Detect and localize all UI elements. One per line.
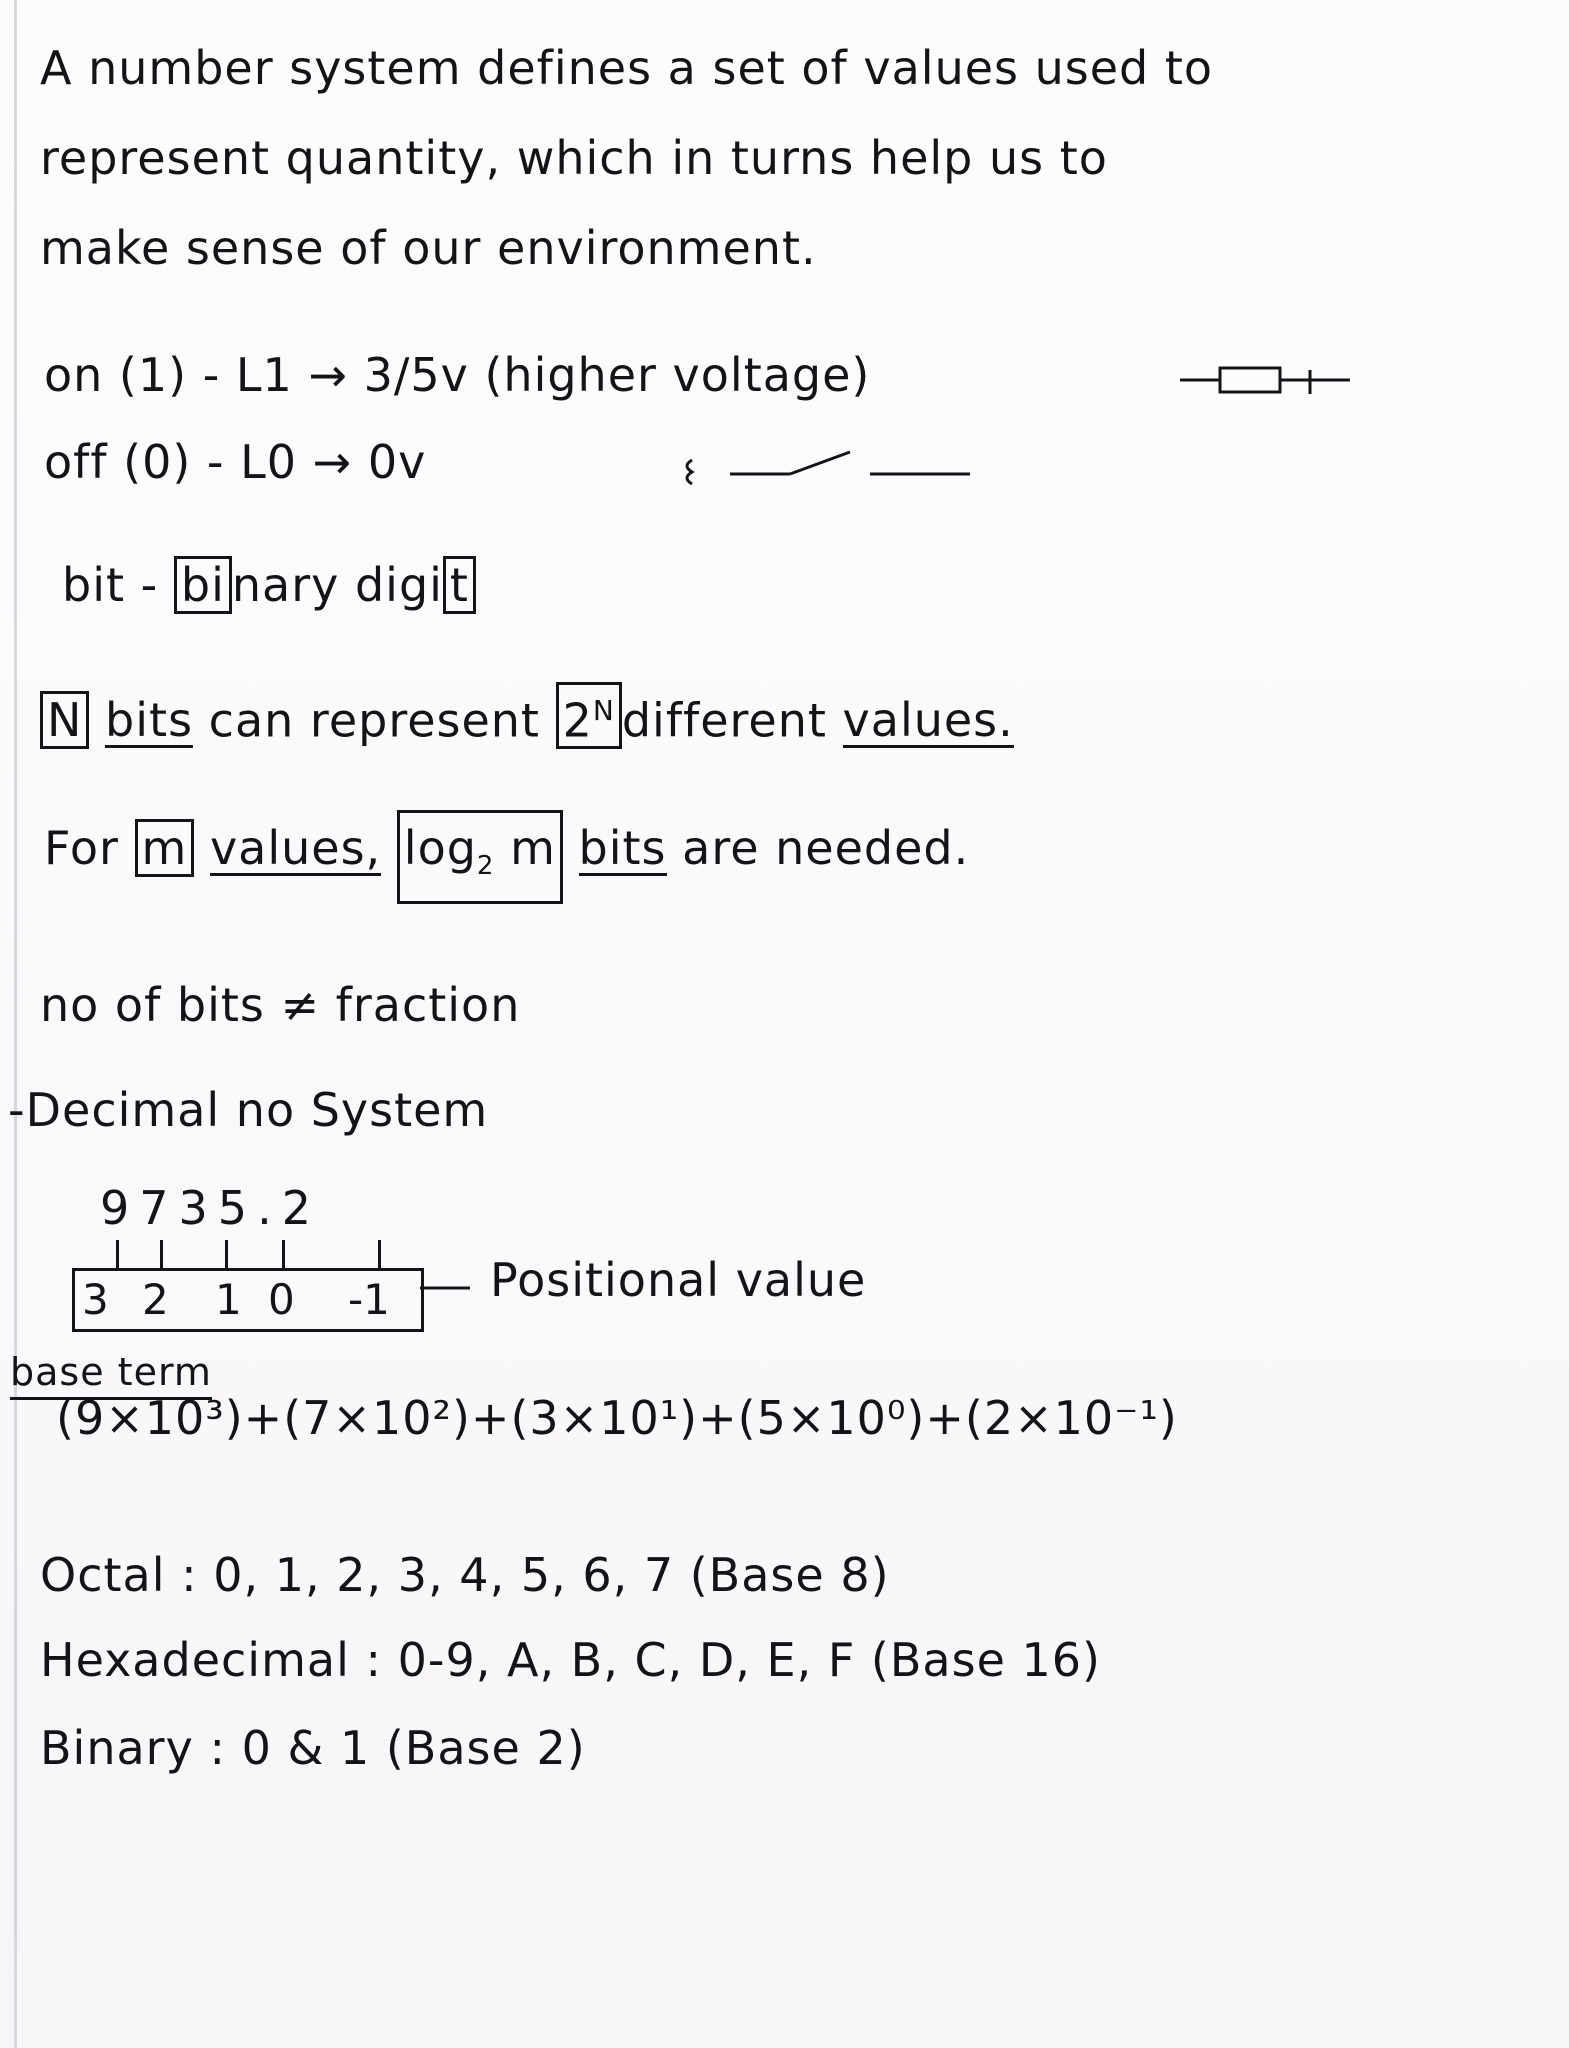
off-level-line: off (0) - L0 → 0v bbox=[44, 435, 427, 489]
two-power-n-box bbox=[556, 682, 622, 749]
for-text: For bbox=[44, 821, 119, 875]
log-arg: m bbox=[510, 821, 556, 875]
hexadecimal-base: (Base 16) bbox=[870, 1633, 1101, 1687]
definition-line-3: make sense of our environment. bbox=[40, 221, 817, 275]
values-text: values, bbox=[209, 821, 382, 875]
tick-mark bbox=[160, 1240, 163, 1270]
binary-base: (Base 2) bbox=[385, 1721, 586, 1775]
switch-symbol-icon bbox=[680, 440, 980, 500]
m-values-rule bbox=[44, 810, 969, 904]
position-1: 1 bbox=[215, 1275, 242, 1324]
positional-value-label: Positional value bbox=[490, 1253, 867, 1307]
tick-mark bbox=[225, 1240, 228, 1270]
fraction-note: no of bits ≠ fraction bbox=[40, 978, 521, 1032]
on-level-line: on (1) - L1 → 3/5v (higher voltage) bbox=[44, 348, 871, 402]
definition-line-1: A number system defines a set of values used to bbox=[40, 41, 1214, 95]
hexadecimal-digits: 0-9, A, B, C, D, E, F bbox=[397, 1633, 856, 1687]
bits-text: bits bbox=[578, 821, 667, 875]
position-3: 3 bbox=[82, 1275, 109, 1324]
position-0: 0 bbox=[268, 1275, 295, 1324]
binary-name: Binary bbox=[40, 1721, 194, 1775]
log-text: log bbox=[403, 821, 477, 875]
octal-digits: 0, 1, 2, 3, 4, 5, 6, 7 bbox=[213, 1548, 675, 1602]
binary-digits: 0 & 1 bbox=[241, 1721, 371, 1775]
decimal-number: 9735.2 bbox=[100, 1181, 321, 1235]
margin-line bbox=[14, 0, 17, 2048]
log-box bbox=[397, 810, 563, 904]
bi-box: bi bbox=[174, 556, 232, 614]
position-minus-1: -1 bbox=[348, 1275, 390, 1324]
hexadecimal-name: Hexadecimal bbox=[40, 1633, 350, 1687]
octal-base: (Base 8) bbox=[689, 1548, 890, 1602]
nary-digi-text: nary digi bbox=[231, 558, 443, 612]
different-text: different bbox=[621, 693, 827, 748]
base-two: 2 bbox=[562, 693, 593, 748]
tick-mark bbox=[378, 1240, 381, 1270]
can-represent-text: can represent bbox=[208, 693, 540, 748]
octal-name: Octal bbox=[40, 1548, 166, 1602]
bits-underlined: bits bbox=[105, 693, 194, 748]
hexadecimal-row: Hexadecimal : 0-9, A, B, C, D, E, F (Base 16) bbox=[40, 1633, 1101, 1687]
definition-line-2: represent quantity, which in turns help us to bbox=[40, 131, 1108, 185]
position-2: 2 bbox=[142, 1275, 169, 1324]
base-term-label: base term bbox=[10, 1347, 212, 1400]
values-underlined: values. bbox=[842, 693, 1014, 748]
decimal-system-heading: -Decimal no System bbox=[8, 1083, 489, 1137]
n-bits-rule bbox=[40, 682, 1014, 750]
bit-prefix: bit - bbox=[62, 558, 159, 612]
exponent-n: N bbox=[592, 694, 615, 727]
log-base: 2 bbox=[476, 851, 495, 882]
binary-row: Binary : 0 & 1 (Base 2) bbox=[40, 1721, 586, 1775]
t-box: t bbox=[443, 556, 476, 614]
octal-row: Octal : 0, 1, 2, 3, 4, 5, 6, 7 (Base 8) bbox=[40, 1548, 890, 1602]
are-needed-text: are needed. bbox=[682, 821, 970, 875]
m-box: m bbox=[135, 819, 195, 877]
decimal-expansion: (9×10³)+(7×10²)+(3×10¹)+(5×10⁰)+(2×10⁻¹) bbox=[56, 1391, 1178, 1445]
leader-line-icon bbox=[420, 1278, 480, 1298]
tick-mark bbox=[282, 1240, 285, 1270]
n-box: N bbox=[40, 691, 89, 749]
bit-definition bbox=[62, 555, 476, 615]
resistor-symbol-icon bbox=[1180, 358, 1360, 408]
tick-mark bbox=[116, 1240, 119, 1270]
